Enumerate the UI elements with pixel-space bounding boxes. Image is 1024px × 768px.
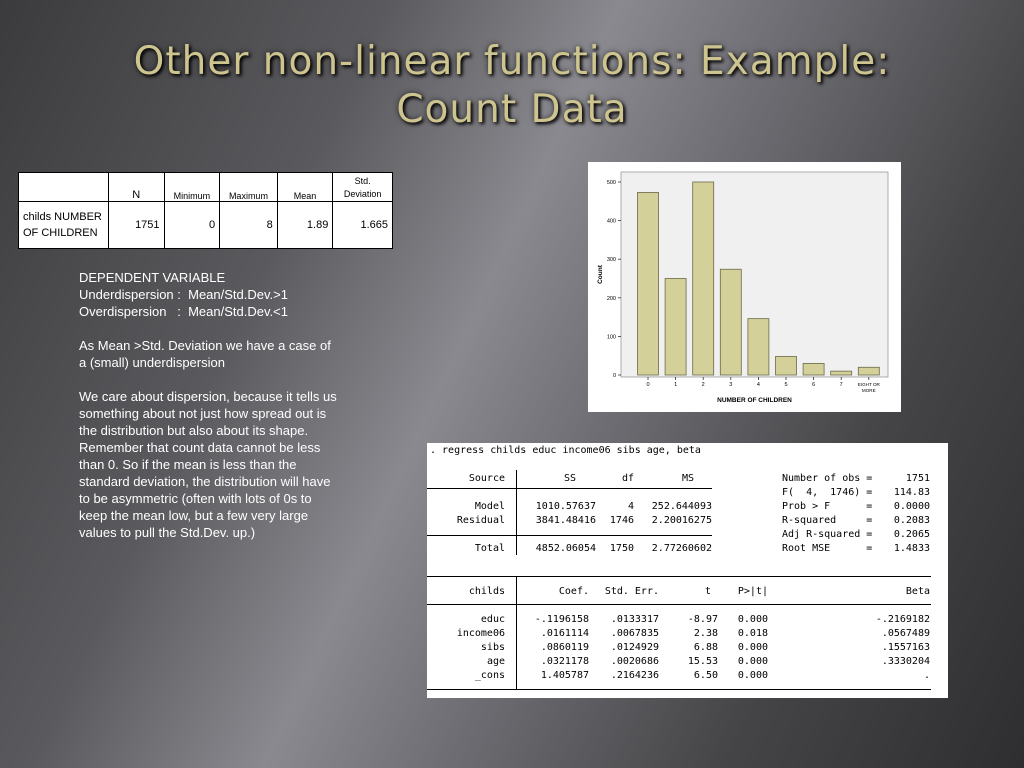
slide-title-line1: Other non-linear functions: Example:: [133, 39, 891, 84]
stats-cell-minimum: 0: [164, 202, 220, 249]
coef-cell: .0133317: [610, 614, 659, 625]
coef-cell: .0067835: [610, 628, 659, 639]
coef-cell: 2.38: [693, 628, 718, 639]
coef-header-cell: Beta: [905, 586, 930, 597]
stats-header-maximum: Maximum: [220, 173, 278, 202]
histogram-bar: [665, 279, 686, 376]
explanation-text: [79, 269, 341, 558]
x-tick-label: EIGHT OR: [857, 382, 880, 387]
fit-stat-value: 0.2083: [893, 515, 930, 526]
coef-cell: 0.000: [737, 614, 768, 625]
anova-header-ss: SS: [563, 473, 576, 484]
anova-cell: 252.644093: [651, 501, 712, 512]
x-tick-label: 0: [646, 382, 650, 388]
coef-rule-top-left: [427, 576, 516, 577]
x-tick-label: MORE: [861, 388, 876, 393]
coef-rule-bottom-left: [427, 689, 516, 690]
coef-cell: 1.405787: [540, 670, 589, 681]
anova-cell: Residual: [456, 515, 505, 526]
notes-paragraph-1: [79, 269, 341, 320]
coef-cell: 0.018: [737, 628, 768, 639]
x-tick-label: 3: [729, 382, 733, 388]
histogram-svg: [588, 162, 901, 412]
coef-header-cell: Std. Err.: [604, 586, 659, 597]
stats-data-row: [19, 202, 393, 249]
coef-cell: .0321178: [540, 656, 589, 667]
notes-paragraph-3: We care about dispersion, because it tells us something about not just how spread out is the distribution but also about its shape. Remember that count data cannot be less than 0. So if the mean is less than the standard deviation, the distribution will have to be asymmetric (often with lots of 0s to keep the mean low, but a few very large values to pull the Std.Dev. up.): [79, 389, 337, 540]
coef-rule-mid-right: [516, 604, 931, 605]
y-tick-label: 100: [606, 334, 616, 341]
coef-cell: .0020686: [610, 656, 659, 667]
y-tick-label: 500: [606, 180, 616, 186]
histogram-bar: [693, 182, 714, 375]
coef-cell: 0.000: [737, 642, 768, 653]
anova-rule-total-left: [427, 535, 516, 536]
fit-stat-value: 1.4833: [893, 543, 930, 554]
histogram-bar: [720, 269, 741, 375]
stats-cell-std-deviation: 1.665: [333, 202, 393, 249]
anova-cell: 2.77260602: [651, 543, 712, 554]
regress-command: . regress childs educ income06 sibs age, beta: [430, 445, 701, 456]
fit-stat-value: 114.83: [893, 487, 930, 498]
coef-cell: educ: [480, 614, 505, 625]
coef-header-cell: childs: [468, 586, 505, 597]
x-tick-label: 1: [674, 382, 678, 388]
coef-cell: .1557163: [881, 642, 930, 653]
anova-cell: 1746: [609, 515, 634, 526]
stats-cell-n: 1751: [108, 202, 164, 249]
coef-cell: -8.97: [687, 614, 718, 625]
anova-header-df: df: [621, 473, 634, 484]
anova-header-ms: MS: [681, 473, 694, 484]
coef-cell: income06: [456, 628, 505, 639]
y-tick-label: 300: [606, 257, 616, 264]
coef-rule-bottom-right: [516, 689, 931, 690]
coef-cell: -.2169182: [875, 614, 930, 625]
anova-rule-total-right: [516, 535, 712, 536]
fit-stat-value: 1751: [905, 473, 930, 484]
anova-cell: 3841.48416: [535, 515, 596, 526]
stats-header-mean: Mean: [277, 173, 333, 202]
notes-dependent-variable: DEPENDENT VARIABLE: [79, 270, 226, 285]
descriptive-stats-table: [18, 172, 393, 249]
coef-cell: 0.000: [737, 656, 768, 667]
fit-stat-value: 0.2065: [893, 529, 930, 540]
stats-cell-maximum: 8: [220, 202, 278, 249]
slide-title-line2: Count Data: [396, 87, 628, 132]
y-tick-label: 0: [612, 373, 616, 379]
fit-stat-label: Prob > F =: [782, 501, 873, 512]
anova-separator: [516, 470, 517, 555]
coef-cell: .0567489: [881, 628, 930, 639]
anova-cell: 2.20016275: [651, 515, 712, 526]
y-tick-label: 200: [606, 295, 616, 302]
coef-rule-top-right: [516, 576, 931, 577]
anova-cell: Model: [474, 501, 505, 512]
anova-cell: Total: [474, 543, 505, 554]
anova-header-source: Source: [468, 473, 505, 484]
coef-header-cell: P>|t|: [737, 586, 768, 597]
anova-cell: 1750: [609, 543, 634, 554]
coef-cell: .0124929: [610, 642, 659, 653]
coef-cell: .0161114: [540, 628, 589, 639]
coef-cell: 6.50: [693, 670, 718, 681]
regression-output: [427, 443, 948, 698]
coef-header-cell: Coef.: [558, 586, 589, 597]
coef-rule-mid-left: [427, 604, 516, 605]
stats-header-n: N: [108, 173, 164, 202]
notes-overdispersion: Overdispersion : Mean/Std.Dev.<1: [79, 304, 288, 319]
coef-cell: sibs: [480, 642, 505, 653]
y-tick-label: 400: [606, 218, 616, 225]
coef-cell: 0.000: [737, 670, 768, 681]
anova-cell: 4852.06054: [535, 543, 596, 554]
fit-stat-label: Adj R-squared =: [782, 529, 873, 540]
notes-underdispersion: Underdispersion : Mean/Std.Dev.>1: [79, 287, 288, 302]
histogram-bar: [748, 319, 769, 375]
stats-header-blank: [19, 173, 109, 202]
histogram-bar: [831, 371, 852, 375]
histogram-bar: [803, 363, 824, 375]
coef-cell: .0860119: [540, 642, 589, 653]
coef-cell: age: [486, 656, 505, 667]
histogram-bar: [776, 356, 797, 375]
y-axis-label: Count: [597, 265, 604, 284]
fit-stat-label: R-squared =: [782, 515, 873, 526]
coef-header-cell: t: [704, 586, 711, 597]
fit-stat-label: Number of obs =: [782, 473, 873, 484]
coef-cell: _cons: [474, 670, 505, 681]
x-tick-label: 6: [812, 382, 816, 388]
histogram-bar: [858, 367, 879, 375]
stats-header-std-deviation: Std. Deviation: [333, 173, 393, 202]
stats-cell-mean: 1.89: [277, 202, 333, 249]
coef-cell: .2164236: [610, 670, 659, 681]
slide-title: [40, 38, 984, 134]
notes-paragraph-2: As Mean >Std. Deviation we have a case of a (small) underdispersion: [79, 338, 331, 370]
coef-cell: .: [923, 670, 930, 681]
coef-cell: 6.88: [693, 642, 718, 653]
x-tick-label: 7: [839, 382, 843, 388]
histogram-chart: [588, 162, 901, 412]
anova-cell: 4: [627, 501, 634, 512]
stats-row-label: childs NUMBER OF CHILDREN: [19, 202, 109, 249]
coef-separator: [516, 576, 517, 689]
anova-rule-left: [427, 488, 516, 489]
coef-cell: 15.53: [687, 656, 718, 667]
coef-cell: -.1196158: [534, 614, 589, 625]
histogram-bar: [638, 192, 659, 375]
x-tick-label: 5: [784, 382, 788, 388]
fit-stat-label: Root MSE =: [782, 543, 873, 554]
fit-stat-label: F( 4, 1746) =: [782, 487, 873, 498]
x-axis-label: NUMBER OF CHILDREN: [717, 397, 792, 404]
x-tick-label: 4: [756, 382, 760, 388]
anova-cell: 1010.57637: [535, 501, 596, 512]
fit-stat-value: 0.0000: [893, 501, 930, 512]
stats-header-minimum: Minimum: [164, 173, 220, 202]
x-tick-label: 2: [701, 382, 705, 388]
coef-cell: .3330204: [881, 656, 930, 667]
stats-header-row: [19, 173, 393, 202]
anova-rule-right: [516, 488, 712, 489]
